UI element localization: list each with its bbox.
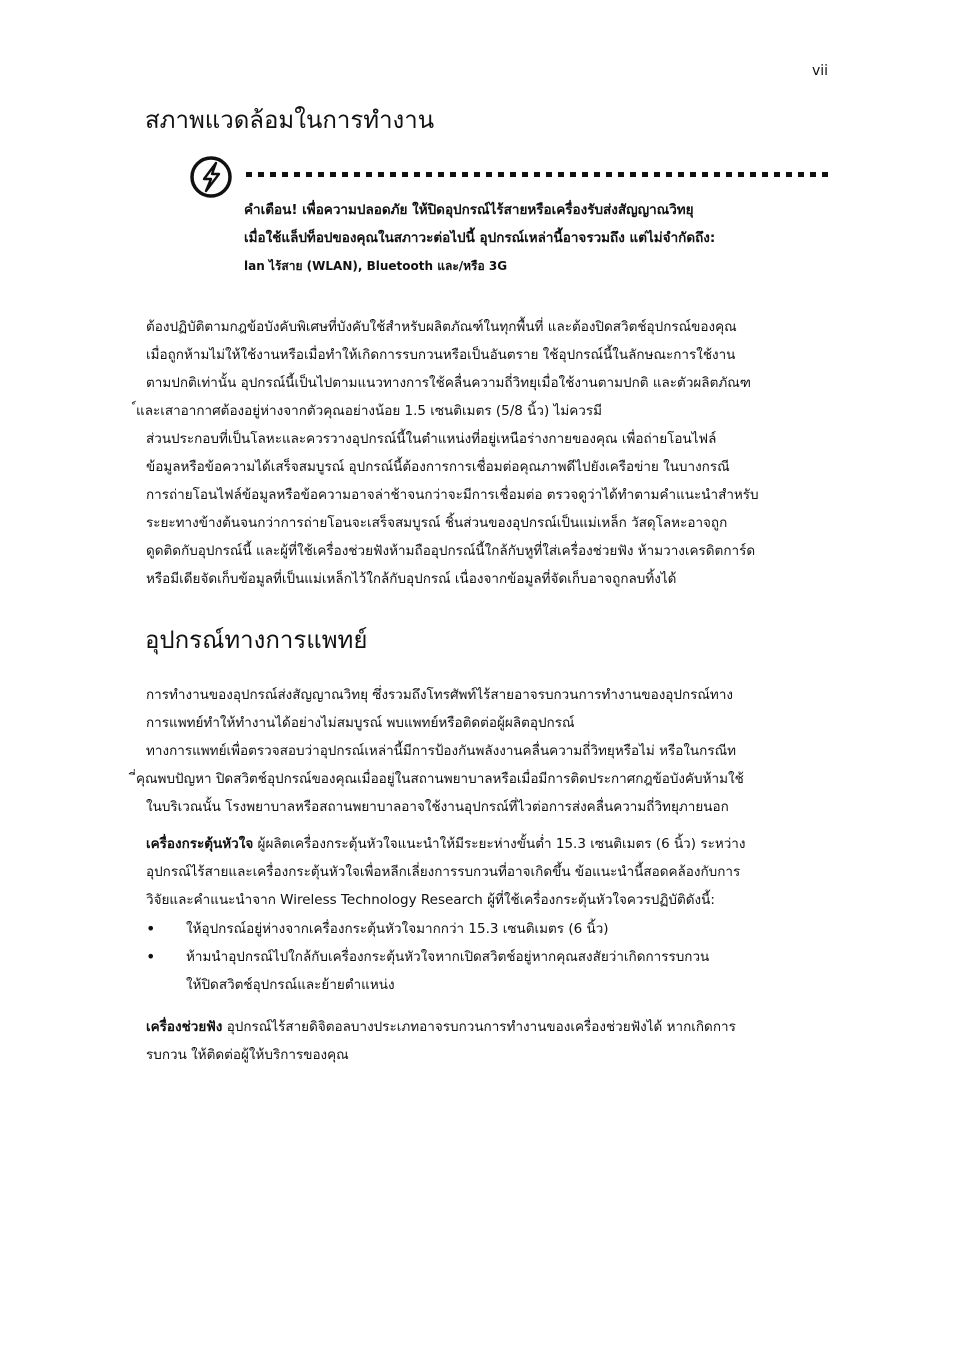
- text-line: เครื่องช่วยฟัง อุปกรณ์ไร้สายดิจิตอลบางประเภทอาจรบกวนการทำงานของเครื่องช่วยฟังได้ หากเกิดการ: [146, 1019, 736, 1035]
- text-line: เมื่อถูกห้ามไม่ให้ใช้งานหรือเมื่อทำให้เกิดการรบกวนหรือเป็นอันตราย ใช้อุปกรณ์นี้ในลักษณะการใช้งาน: [146, 347, 736, 363]
- warning-dashed-rule: [246, 172, 830, 177]
- warning-block: [244, 196, 844, 280]
- list-item-continuation: ให้ปิดสวิตช์อุปกรณ์และย้ายตำแหน่ง: [186, 977, 395, 993]
- bullet-icon: •: [146, 919, 156, 938]
- text-line: เครื่องกระตุ้นหัวใจ ผู้ผลิตเครื่องกระตุ้นหัวใจแนะนำให้มีระยะห่างขั้นต่ำ 15.3 เซนติเมตร (6 นิ้ว) ระหว่าง: [146, 836, 746, 852]
- text-line: ์และเสาอากาศต้องอยู่ห่างจากตัวคุณอย่างน้อย 1.5 เซนติเมตร (5/8 นิ้ว) ไม่ควรมี: [136, 403, 602, 419]
- warning-line: คำเตือน! เพื่อความปลอดภัย ให้ปิดอุปกรณ์ไร้สายหรือเครื่องรับส่งสัญญาณวิทยุ: [244, 202, 694, 218]
- medical-intro-paragraph: [136, 681, 846, 821]
- pacemaker-label: เครื่องกระตุ้นหัวใจ: [146, 836, 254, 852]
- bullet-icon: •: [146, 947, 156, 966]
- section-heading-medical: อุปกรณ์ทางการแพทย์: [145, 626, 368, 654]
- text-line: หรือมีเดียจัดเก็บข้อมูลที่เป็นแม่เหล็กไว้ใกล้กับอุปกรณ์ เนื่องจากข้อมูลที่จัดเก็บอาจถูกลบทิ้งได้: [146, 571, 677, 587]
- text-line: ทางการแพทย์เพื่อตรวจสอบว่าอุปกรณ์เหล่านี้มีการป้องกันพลังงานคลื่นความถี่วิทยุหรือไม่ หรือในกรณีท: [146, 743, 737, 759]
- text-line: รบกวน ให้ติดต่อผู้ให้บริการของคุณ: [146, 1047, 349, 1063]
- text-line: วิจัยและคำแนะนำจาก Wireless Technology Research ผู้ที่ใช้เครื่องกระตุ้นหัวใจควรปฏิบัติดังนี้:: [146, 892, 715, 908]
- text-line: ในบริเวณนั้น โรงพยาบาลหรือสถานพยาบาลอาจใช้งานอุปกรณ์ที่ไวต่อการส่งคลื่นความถี่วิทยุภายนอก: [146, 799, 729, 815]
- environment-paragraph: [136, 313, 846, 593]
- hearing-aid-paragraph: [146, 1013, 846, 1069]
- pacemaker-paragraph: [146, 830, 846, 914]
- section-heading-environment: สภาพแวดล้อมในการทำงาน: [145, 106, 435, 134]
- text-line: ดูดติดกับอุปกรณ์นี้ และผู้ที่ใช้เครื่องช่วยฟังห้ามถืออุปกรณ์นี้ใกล้กับหูที่ใส่เครื่องช่วยฟัง ห้ามวางเครดิตการ์ด: [146, 543, 756, 559]
- warning-line: เมื่อใช้แล็ปท็อปของคุณในสภาวะต่อไปนี้ อุปกรณ์เหล่านี้อาจรวมถึง แต่ไม่จำกัดถึง:: [244, 230, 716, 246]
- page-number: vii: [812, 63, 829, 79]
- text-line: ส่วนประกอบที่เป็นโลหะและควรวางอุปกรณ์นี้ในตำแหน่งที่อยู่เหนือร่างกายของคุณ เพื่อถ่ายโอนไฟล์: [146, 431, 717, 447]
- warning-line: lan ไร้สาย (WLAN), Bluetooth และ/หรือ 3G: [244, 259, 508, 273]
- text-line: ตามปกติเท่านั้น อุปกรณ์นี้เป็นไปตามแนวทางการใช้คลื่นความถี่วิทยุเมื่อใช้งานตามปกติ และตัวผลิตภัณฑ: [146, 375, 751, 391]
- list-item: • ให้อุปกรณ์อยู่ห่างจากเครื่องกระตุ้นหัวใจมากกว่า 15.3 เซนติเมตร (6 นิ้ว): [146, 915, 709, 943]
- text-line: การทำงานของอุปกรณ์ส่งสัญญาณวิทยุ ซึ่งรวมถึงโทรศัพท์ไร้สายอาจรบกวนการทำงานของอุปกรณ์ทาง: [146, 687, 734, 703]
- text-line: ต้องปฏิบัติตามกฎข้อบังคับพิเศษที่บังคับใช้สำหรับผลิตภัณฑ์ในทุกพื้นที่ และต้องปิดสวิตช์อุปกรณ์ของคุณ: [146, 319, 737, 335]
- hearing-aid-label: เครื่องช่วยฟัง: [146, 1019, 223, 1035]
- text-line: ข้อมูลหรือข้อความได้เสร็จสมบูรณ์ อุปกรณ์นี้ต้องการการเชื่อมต่อคุณภาพดีไปยังเครือข่าย ในบางกรณี: [146, 459, 730, 475]
- text-line: ระยะทางข้างต้นจนกว่าการถ่ายโอนจะเสร็จสมบูรณ์ ชิ้นส่วนของอุปกรณ์เป็นแม่เหล็ก วัสดุโลหะอาจถูก: [146, 515, 728, 531]
- list-item: • ห้ามนำอุปกรณ์ไปใกล้กับเครื่องกระตุ้นหัวใจหากเปิดสวิตช์อยู่หากคุณสงสัยว่าเกิดการรบกวน ให้ปิดสวิตช์อุปกรณ์และย้ายตำแหน่ง: [146, 943, 709, 999]
- text-line: อุปกรณ์ไร้สายและเครื่องกระตุ้นหัวใจเพื่อหลีกเลี่ยงการรบกวนที่อาจเกิดขึ้น ข้อแนะนำนี้สอดคล้องกับการ: [146, 864, 741, 880]
- text-line: ี่คุณพบปัญหา ปิดสวิตช์อุปกรณ์ของคุณเมื่ออยู่ในสถานพยาบาลหรือเมื่อมีการติดประกาศกฎข้อบังคับห้ามใช้: [136, 771, 744, 787]
- warning-lightning-icon: [189, 155, 233, 199]
- pacemaker-bullet-list: [146, 915, 709, 999]
- text-line: การถ่ายโอนไฟล์ข้อมูลหรือข้อความอาจล่าช้าจนกว่าจะมีการเชื่อมต่อ ตรวจดูว่าได้ทำตามคำแนะนำสำหรับ: [146, 487, 759, 503]
- text-line: การแพทย์ทำให้ทำงานได้อย่างไม่สมบูรณ์ พบแพทย์หรือติดต่อผู้ผลิตอุปกรณ์: [146, 715, 575, 731]
